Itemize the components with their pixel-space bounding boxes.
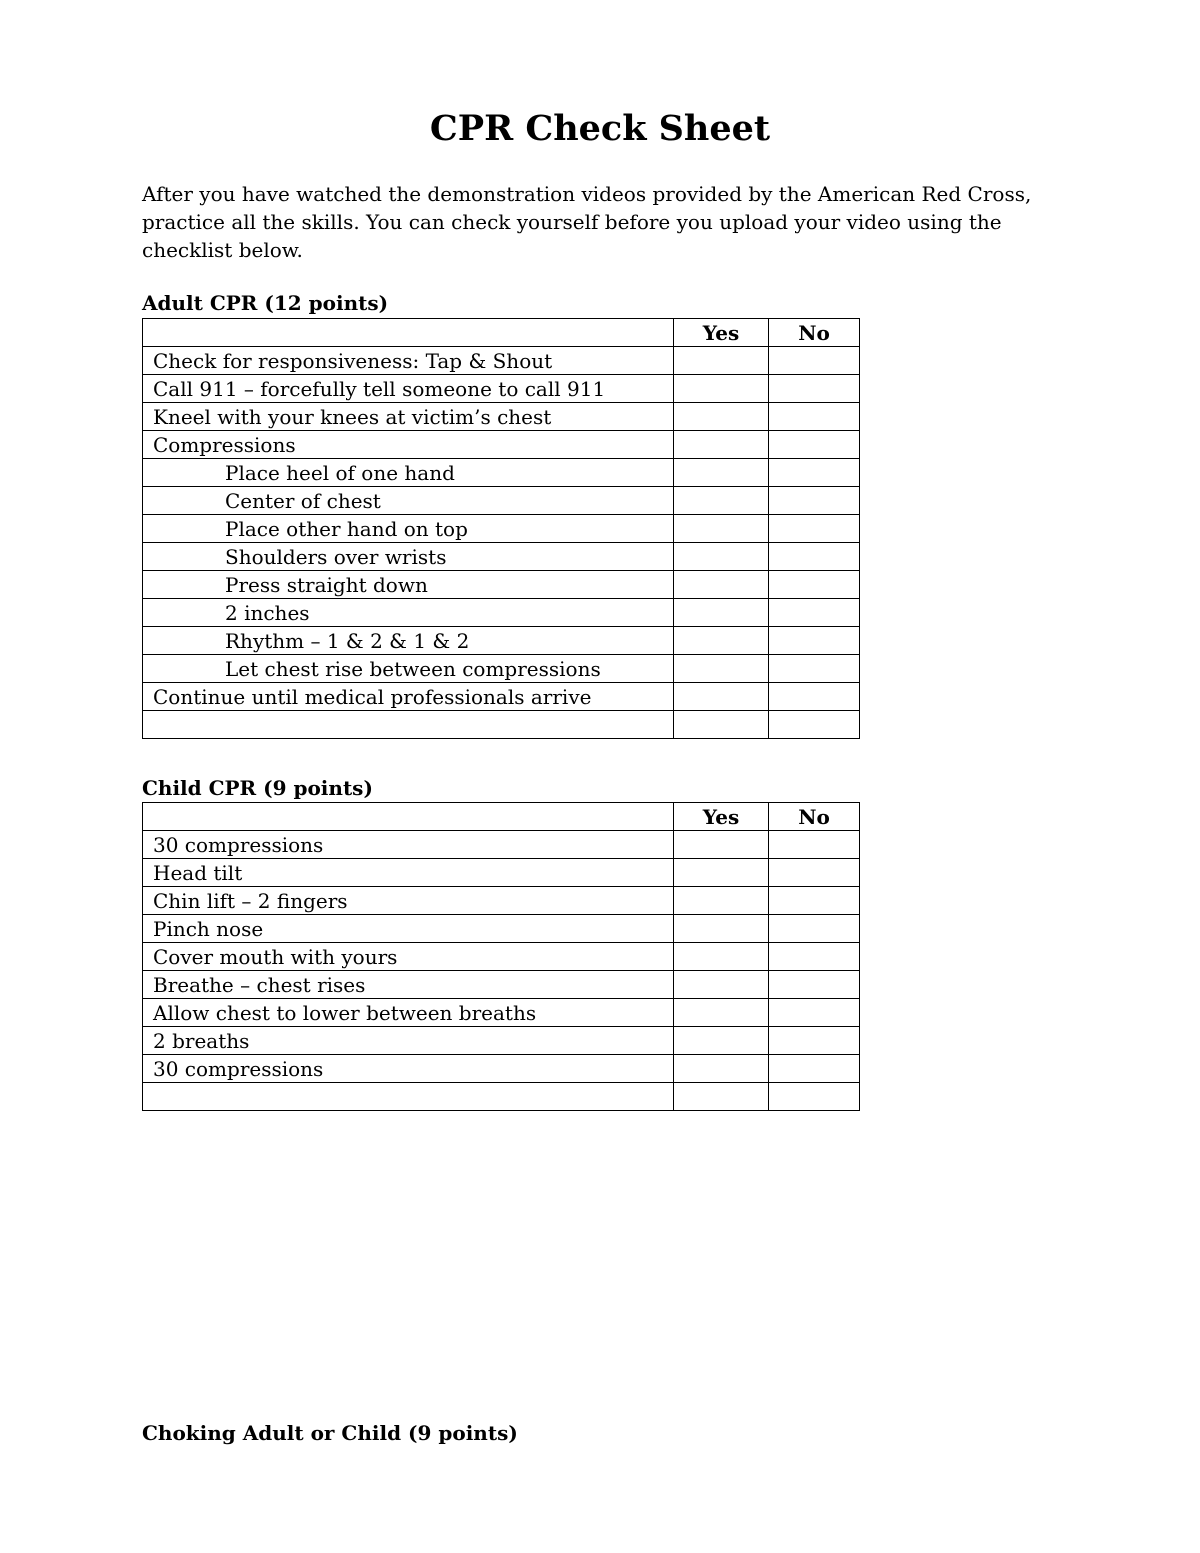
table-row [143,831,860,859]
yes-checkbox-cell[interactable] [674,599,769,627]
table-row [143,683,860,711]
yes-checkbox-cell[interactable] [674,347,769,375]
no-checkbox-cell[interactable] [769,403,860,431]
table-header-row [143,803,860,831]
yes-checkbox-cell[interactable] [674,1083,769,1111]
no-checkbox-cell[interactable] [769,431,860,459]
yes-checkbox-cell[interactable] [674,711,769,739]
table-header-row [143,319,860,347]
no-checkbox-cell[interactable] [769,459,860,487]
skill-cell: Check for responsiveness: Tap & Shout [143,347,674,375]
skill-cell: Shoulders over wrists [143,543,674,571]
table-row [143,971,860,999]
no-checkbox-cell[interactable] [769,515,860,543]
no-checkbox-cell[interactable] [769,683,860,711]
skill-cell: Pinch nose [143,915,674,943]
yes-checkbox-cell[interactable] [674,431,769,459]
table-row [143,887,860,915]
page-title: CPR Check Sheet [429,108,771,149]
yes-checkbox-cell[interactable] [674,487,769,515]
table-row [143,943,860,971]
no-checkbox-cell[interactable] [769,943,860,971]
no-checkbox-cell[interactable] [769,831,860,859]
table-row [143,403,860,431]
yes-checkbox-cell[interactable] [674,403,769,431]
adult-cpr-table [142,318,860,739]
no-checkbox-cell[interactable] [769,999,860,1027]
yes-checkbox-cell[interactable] [674,999,769,1027]
no-checkbox-cell[interactable] [769,1027,860,1055]
no-checkbox-cell[interactable] [769,375,860,403]
skill-cell [143,711,674,739]
intro-line: After you have watched the demonstration videos provided by the American Red Cross, [142,182,1032,206]
yes-column-header: Yes [674,803,769,831]
skill-cell: Allow chest to lower between breaths [143,999,674,1027]
table-row [143,1027,860,1055]
no-checkbox-cell[interactable] [769,859,860,887]
skill-column-header [143,803,674,831]
skill-column-header [143,319,674,347]
skill-cell: Head tilt [143,859,674,887]
yes-column-header: Yes [674,319,769,347]
skill-cell: Compressions [143,431,674,459]
no-checkbox-cell[interactable] [769,543,860,571]
skill-cell: Rhythm – 1 & 2 & 1 & 2 [143,627,674,655]
table-row [143,431,860,459]
skill-cell: 30 compressions [143,831,674,859]
skill-cell: 2 inches [143,599,674,627]
table-row [143,627,860,655]
skill-cell: Kneel with your knees at victim’s chest [143,403,674,431]
yes-checkbox-cell[interactable] [674,571,769,599]
no-checkbox-cell[interactable] [769,487,860,515]
skill-cell: Continue until medical professionals arrive [143,683,674,711]
table-row [143,1055,860,1083]
table-row [143,599,860,627]
no-checkbox-cell[interactable] [769,1083,860,1111]
skill-cell: Cover mouth with yours [143,943,674,971]
table-row [143,515,860,543]
no-checkbox-cell[interactable] [769,599,860,627]
yes-checkbox-cell[interactable] [674,943,769,971]
skill-cell: Breathe – chest rises [143,971,674,999]
skill-cell: Press straight down [143,571,674,599]
skill-cell: Place heel of one hand [143,459,674,487]
yes-checkbox-cell[interactable] [674,375,769,403]
no-checkbox-cell[interactable] [769,915,860,943]
yes-checkbox-cell[interactable] [674,515,769,543]
yes-checkbox-cell[interactable] [674,831,769,859]
table-row [143,1083,860,1111]
yes-checkbox-cell[interactable] [674,655,769,683]
table-row [143,543,860,571]
skill-cell: Let chest rise between compressions [143,655,674,683]
yes-checkbox-cell[interactable] [674,859,769,887]
yes-checkbox-cell[interactable] [674,887,769,915]
yes-checkbox-cell[interactable] [674,683,769,711]
table-row [143,859,860,887]
table-row [143,655,860,683]
table-row [143,487,860,515]
child-cpr-heading: Child CPR (9 points) [142,776,373,800]
table-row [143,459,860,487]
no-checkbox-cell[interactable] [769,1055,860,1083]
intro-paragraph [142,180,1032,264]
no-checkbox-cell[interactable] [769,887,860,915]
choking-heading: Choking Adult or Child (9 points) [142,1421,518,1445]
skill-cell: Chin lift – 2 fingers [143,887,674,915]
yes-checkbox-cell[interactable] [674,1027,769,1055]
yes-checkbox-cell[interactable] [674,915,769,943]
no-checkbox-cell[interactable] [769,347,860,375]
table-row [143,571,860,599]
yes-checkbox-cell[interactable] [674,1055,769,1083]
skill-cell: Place other hand on top [143,515,674,543]
table-row [143,711,860,739]
table-row [143,999,860,1027]
table-row [143,347,860,375]
table-row [143,375,860,403]
skill-cell [143,1083,674,1111]
no-checkbox-cell[interactable] [769,711,860,739]
no-column-header: No [769,319,860,347]
yes-checkbox-cell[interactable] [674,459,769,487]
no-checkbox-cell[interactable] [769,971,860,999]
skill-cell: 30 compressions [143,1055,674,1083]
no-column-header: No [769,803,860,831]
no-checkbox-cell[interactable] [769,655,860,683]
child-cpr-table [142,802,860,1111]
yes-checkbox-cell[interactable] [674,627,769,655]
skill-cell: 2 breaths [143,1027,674,1055]
no-checkbox-cell[interactable] [769,627,860,655]
table-row [143,915,860,943]
intro-line: checklist below. [142,238,303,262]
adult-cpr-heading: Adult CPR (12 points) [142,291,389,315]
no-checkbox-cell[interactable] [769,571,860,599]
skill-cell: Center of chest [143,487,674,515]
skill-cell: Call 911 – forcefully tell someone to call 911 [143,375,674,403]
intro-line: practice all the skills. You can check yourself before you upload your video using the [142,210,1002,234]
yes-checkbox-cell[interactable] [674,543,769,571]
yes-checkbox-cell[interactable] [674,971,769,999]
